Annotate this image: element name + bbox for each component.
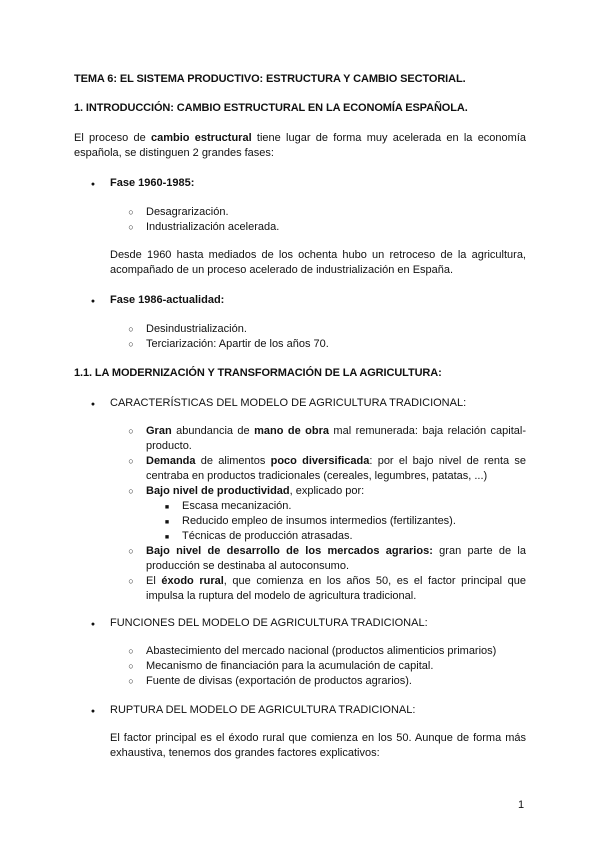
caracteristicas-label: CARACTERÍSTICAS DEL MODELO DE AGRICULTURA TRADICIONAL: [110,397,467,409]
bullet-dot [88,293,98,309]
bullet-square [162,514,172,530]
bullet-circle [126,220,136,235]
bullet-circle [126,205,136,220]
intro-bold-term: cambio estructural [150,132,252,144]
ruptura-label: RUPTURA DEL MODELO DE AGRICULTURA TRADICIONAL: [110,704,416,716]
bullet-square [162,529,172,545]
list-item: Industrialización acelerada. [146,221,280,233]
phase-1-label: Fase 1960-1985: [110,177,195,189]
sub-list-item: Reducido empleo de insumos intermedios (fertilizantes). [182,515,456,527]
bullet-circle [126,659,136,674]
list-item: Bajo nivel de desarrollo de los mercados agrarios: gran parte de la producción se destinaba al autoconsumo. [146,545,526,572]
list-item: Desagrarización. [146,206,229,218]
bullet-dot [88,396,98,412]
list-item: El éxodo rural, que comienza en los años 50, es el factor principal que impulsa la ruptura del modelo de agricultura tradicional. [146,575,526,602]
bullet-square [162,499,172,515]
list-item: Fuente de divisas (exportación de productos agrarios). [146,675,412,687]
section-1-1-heading: 1.1. LA MODERNIZACIÓN Y TRANSFORMACIÓN DE LA AGRICULTURA: [74,367,442,379]
section-1-heading: 1. INTRODUCCIÓN: CAMBIO ESTRUCTURAL EN LA ECONOMÍA ESPAÑOLA. [74,102,468,114]
phase-2-label: Fase 1986-actualidad: [110,294,225,306]
bullet-circle [126,674,136,689]
bullet-dot [88,616,98,632]
bullet-circle [126,484,136,499]
page-number: 1 [518,799,525,811]
list-item: Demanda de alimentos poco diversificada: por el bajo nivel de renta se centraba en productos tradicionales (cereales, legumbres, patatas, ...) [146,455,526,482]
bullet-circle [126,424,136,439]
bullet-circle [126,544,136,559]
bullet-dot [88,703,98,719]
list-item: Desindustrialización. [146,323,247,335]
list-item: Terciarización: Apartir de los años 70. [146,338,329,350]
ruptura-paragraph: El factor principal es el éxodo rural que comienza en los 50. Aunque de forma más exhaustiva, tenemos dos grandes factores explicativos: [110,732,526,759]
list-item: Mecanismo de financiación para la acumulación de capital. [146,660,434,672]
bullet-circle [126,454,136,469]
intro-paragraph: El proceso de cambio estructural tiene lugar de forma muy acelerada en la economía española, se distinguen 2 grandes fases: [74,132,527,159]
bullet-circle [126,322,136,337]
list-item: Gran abundancia de mano de obra mal remunerada: baja relación capital-producto. [146,425,527,452]
sub-list-item: Escasa mecanización. [182,500,292,512]
sub-list-item: Técnicas de producción atrasadas. [182,530,353,542]
phase-1-paragraph: Desde 1960 hasta mediados de los ochenta hubo un retroceso de la agricultura, acompañado de un proceso acelerado de industrialización en España. [110,249,526,276]
document-title: TEMA 6: EL SISTEMA PRODUCTIVO: ESTRUCTURA Y CAMBIO SECTORIAL. [74,73,466,85]
bullet-circle [126,644,136,659]
bullet-circle [126,574,136,589]
funciones-label: FUNCIONES DEL MODELO DE AGRICULTURA TRADICIONAL: [110,617,428,629]
list-item: Abastecimiento del mercado nacional (productos alimenticios primarios) [146,645,497,657]
bullet-circle [126,337,136,352]
list-item: Bajo nivel de productividad, explicado por: [146,485,365,497]
bullet-dot [88,176,98,192]
